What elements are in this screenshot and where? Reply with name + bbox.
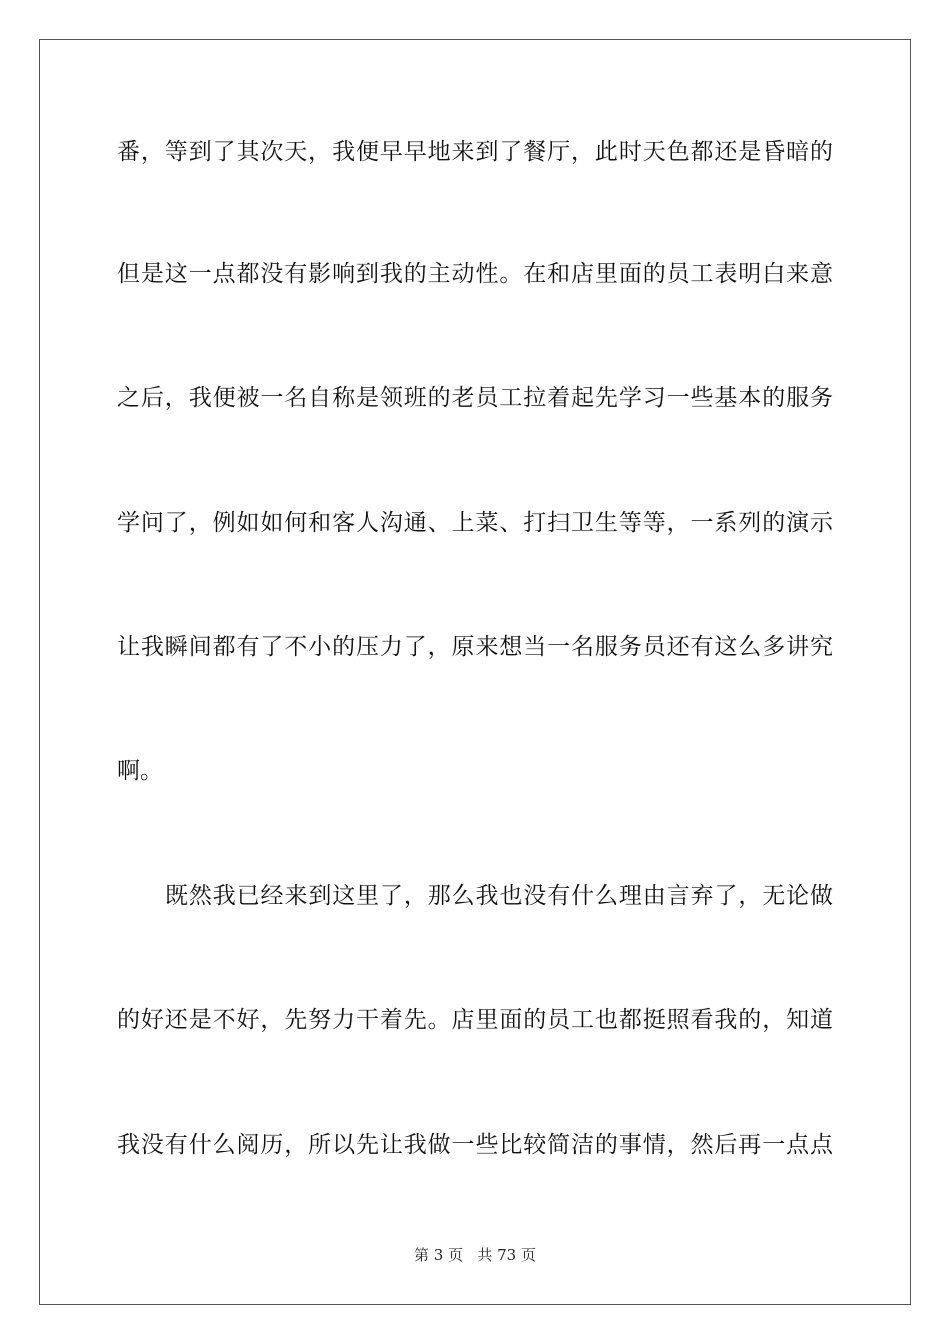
body-line-3: 之后，我便被一名自称是领班的老员工拉着起先学习一些基本的服务 xyxy=(117,385,833,411)
body-line-8: 的好还是不好，先努力干着先。店里面的员工也都挺照看我的，知道 xyxy=(117,1007,833,1033)
body-line-1: 番，等到了其次天，我便早早地来到了餐厅，此时天色都还是昏暗的 xyxy=(117,139,833,165)
page-border xyxy=(39,39,911,1305)
body-line-7: 既然我已经来到这里了，那么我也没有什么理由言弃了，无论做 xyxy=(165,883,833,909)
page-number-footer: 第 3 页 共 73 页 xyxy=(413,1246,536,1264)
body-line-4: 学问了，例如如何和客人沟通、上菜、打扫卫生等等，一系列的演示 xyxy=(117,510,833,536)
body-line-2: 但是这一点都没有影响到我的主动性。在和店里面的员工表明白来意 xyxy=(117,261,833,287)
body-line-5: 让我瞬间都有了不小的压力了，原来想当一名服务员还有这么多讲究 xyxy=(117,634,833,660)
body-line-6: 啊。 xyxy=(117,758,163,784)
body-line-9: 我没有什么阅历，所以先让我做一些比较简洁的事情，然后再一点点 xyxy=(117,1132,833,1158)
